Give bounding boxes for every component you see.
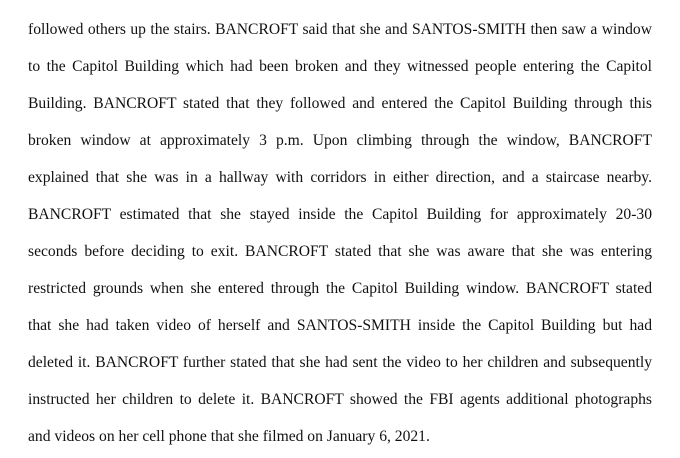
text-line-1: followed others up the stairs. BANCROFT said that she and SANTOS-SMITH then saw a window [28, 21, 652, 38]
text-line-7: seconds before deciding to exit. BANCROFT stated that she was aware that she was entering [28, 243, 652, 260]
text-line-6: BANCROFT estimated that she stayed inside the Capitol Building for approximately 20-30 [28, 206, 652, 223]
text-line-5: explained that she was in a hallway with corridors in either direction, and a staircase nearby. [28, 169, 652, 186]
text-line-2: to the Capitol Building which had been broken and they witnessed people entering the Capitol [28, 58, 652, 75]
text-line-4: broken window at approximately 3 p.m. Upon climbing through the window, BANCROFT [28, 132, 652, 149]
text-line-12: and videos on her cell phone that she filmed on January 6, 2021. [28, 428, 430, 445]
text-line-9: that she had taken video of herself and SANTOS-SMITH inside the Capitol Building but had [28, 317, 652, 334]
text-line-10: deleted it. BANCROFT further stated that she had sent the video to her children and subsequently [28, 354, 652, 371]
text-line-11: instructed her children to delete it. BANCROFT showed the FBI agents additional photographs [28, 391, 652, 408]
text-line-8: restricted grounds when she entered through the Capitol Building window. BANCROFT stated [28, 280, 652, 297]
text-line-3: Building. BANCROFT stated that they followed and entered the Capitol Building through this [28, 95, 652, 112]
document-page [28, 0, 652, 458]
